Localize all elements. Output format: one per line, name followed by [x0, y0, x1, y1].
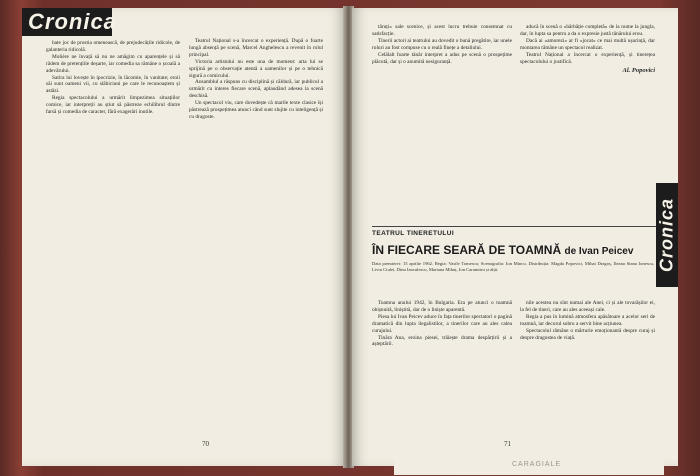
- paragraph: Teatrul Național a încercat o experiență, și tinerețea spectacolului o justifică.: [520, 51, 655, 65]
- paragraph: tăruți» sale scenice, și acest lucru trebuie consemnat cu satisfacție.: [372, 24, 512, 37]
- paragraph: Piesa lui Ivan Peicev aduce în fața tinerilor spectatori o pagină dramatică din lupta ilegalistilor, a tinerilor care au ales calea curajului.: [372, 313, 512, 334]
- paragraph: Celălalt foarte tânăr interpret a adus pe scenă o prospețime plăcută, dar și o anumită nesiguranță.: [372, 51, 512, 65]
- production-credits: Data premierei: 15 aprilie 1962. Regia: Vasile Tomescu; Scenografia: Ion Mincu. Distribuția: Magda Popovici, Mihai Dragoș, Ileana Stana Ionescu, Liviu Ciulei, Dinu Ianculescu, Mariana Mihuț, Ion Caramitru și alții.: [372, 261, 654, 272]
- headline-title: ÎN FIECARE SEARĂ DE TOAMNĂ: [372, 243, 562, 257]
- paragraph: nile acestea nu sînt numai ale Anei, ci și ale tovarășilor ei, la fel de tineri, care au ales aceeași cale.: [520, 300, 655, 313]
- paragraph: Victoria artistului nu este una de moment: arta lui se sprijină pe o observație atentă a oamenilor și pe o tehnică sigură a comicului.: [189, 58, 323, 79]
- article-headline: [372, 243, 633, 257]
- right-column-3: [372, 300, 512, 348]
- page-number: 71: [504, 440, 511, 448]
- section-banner-vertical: [656, 183, 678, 287]
- paragraph: Dacă ai «amorezi» ar fi «jocat» ce mai multă ușurință, dar montarea rămâne un spectacol realizat.: [520, 37, 655, 51]
- right-page: [352, 8, 678, 466]
- paragraph: Molière ne învață să nu ne amăgim cu aparențele și să râdem de pretențiile deșarte, iar comedia sa rămâne o școală a adevărului.: [46, 53, 180, 74]
- paragraph: Tinerii actori ai teatrului au dovedit o bună pregătire, iar unele roluri au fost compuse cu o reală finețe a detaliului.: [372, 37, 512, 51]
- left-column-1: [46, 40, 180, 116]
- paragraph: Satira lui lovește în ipocrizie, în lăcomie, în vanitate; eroii săi sunt oameni vii, cu slăbiciuni pe care le recunoaștem și astăzi.: [46, 74, 180, 95]
- paragraph: Spectacolul rămâne o mărturie emoționantă despre curaj și despre dragostea de viață.: [520, 327, 655, 341]
- headline-author: de Ivan Peicev: [564, 246, 634, 257]
- banner-text: Cronica: [656, 197, 677, 273]
- right-column-1: [372, 24, 512, 65]
- right-column-2: [520, 24, 655, 75]
- paragraph: Regia spectacolului a urmărit limpezimea situațiilor comice, iar interpreții au știut să păstreze echilibrul dintre farsă și comedia de caracter, fără exagerări inutile.: [46, 95, 180, 116]
- paragraph: Un spectacol viu, care dovedește că marile texte clasice își păstrează prospețimea atunci când sunt slujite cu inteligență și cu dragoste.: [189, 100, 323, 120]
- left-page: [22, 8, 345, 466]
- paragraph: Regia a pus în lumină atmosfera apăsătoare a acelor seri de toamnă, iar decorul sobru a servit bine acțiunea.: [520, 313, 655, 327]
- paragraph: bate joc de prostia omenească, de prejudecățile ridicole, de galanteria ridicolă.: [46, 40, 180, 53]
- paragraph: Ansamblul a răspuns cu disciplină și căldură, iar publicul a urmărit cu interes fiecare scenă, aplaudând adesea la scenă deschisă.: [189, 79, 323, 100]
- paragraph: Tinăra Ana, eroina piesei, trăiește drama despărțirii și a așteptării.: [372, 334, 512, 348]
- paragraph: Teatrul Național s-a încercat o experiență. După o foarte lungă absență pe scenă, Marcel Anghelescu a revenit în rolul principal.: [189, 38, 323, 58]
- section-label: TEATRUL TINERETULUI: [372, 230, 455, 237]
- page-number: 70: [202, 440, 209, 448]
- author-signature: Al. Popovici: [622, 67, 655, 75]
- right-column-4: [520, 300, 655, 341]
- paragraph: aducă în scenă o «bărbăție completă» de la nume la jungla, dar, în lupta sa pentru a da o expresie justă tânărului erou.: [520, 24, 655, 37]
- next-page-edge: CARAGIALE: [394, 455, 664, 475]
- section-banner: Cronica: [22, 8, 112, 36]
- paragraph: Toamna anului 1942, în Bulgaria. Era pe atunci o toamnă obișnuită, liniștită, dar de o liniște aparentă.: [372, 300, 512, 313]
- section-divider: [372, 226, 656, 227]
- left-column-2: [189, 38, 323, 121]
